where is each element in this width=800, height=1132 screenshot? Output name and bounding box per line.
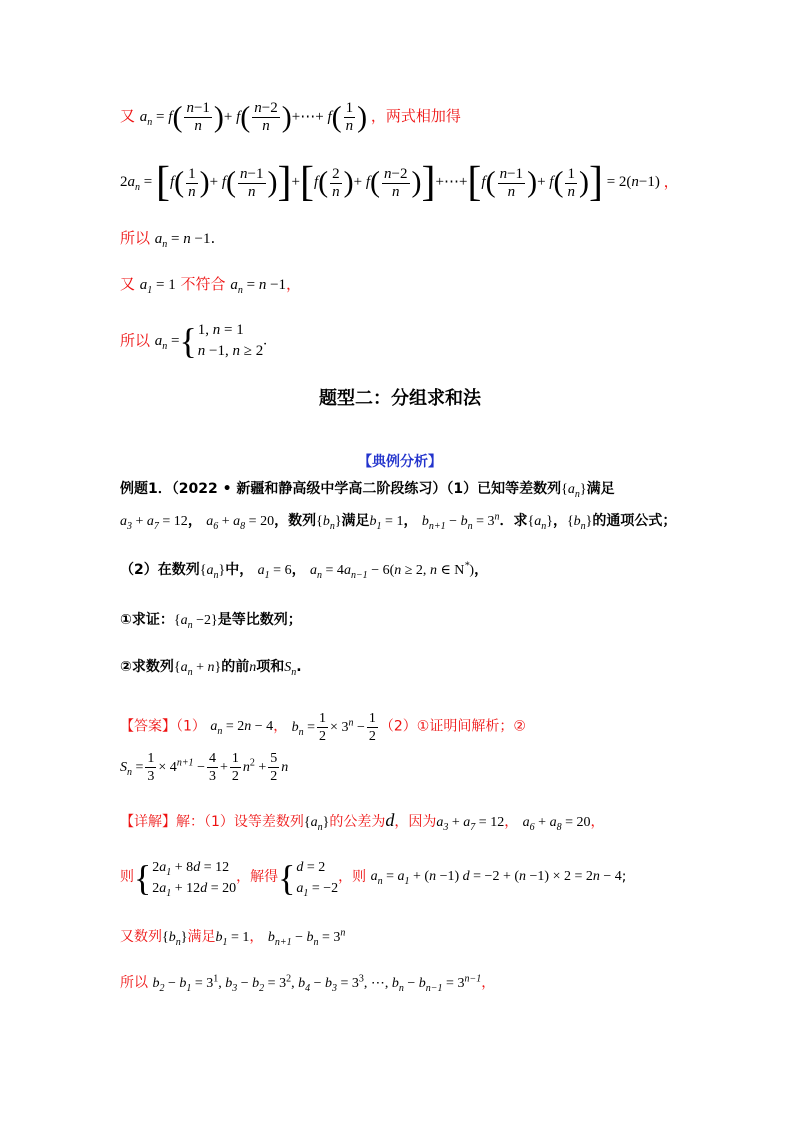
- formula-system-2: { d = 2 $a_1 = -2$: [278, 858, 339, 899]
- example-line-2: [120, 511, 676, 532]
- formula-a3-a7: $a_3 + a_7 = 12$: [120, 514, 188, 532]
- formula-bn-recur: $b_{n+1} - b_n = 3^n$: [267, 927, 346, 948]
- text-q2-tail: 项和: [256, 659, 285, 675]
- text-comma-11: ，: [249, 929, 264, 945]
- formula-a6-a8-b: $a_6 + a_8 = 20$: [522, 815, 591, 833]
- page-title: 题型二：分组求和法: [319, 388, 481, 409]
- formula-an-answer: $a_n = 2n - 4$: [210, 718, 274, 737]
- text-detail-label: 【详解】解：（1）设等差数列: [120, 814, 304, 830]
- text-you-seq: 又数列: [120, 929, 162, 945]
- text-suoyi-2: 所以: [120, 331, 151, 350]
- answer-line: [120, 710, 526, 745]
- text-part2-zhong: 中，: [225, 562, 254, 578]
- var-d: d: [385, 810, 395, 830]
- formula-bn-answer: $b_n$ = $\frac{1}{2}$ × $3^n$ − $\frac{1}{2}$: [291, 711, 376, 744]
- text-semicolon: ;: [621, 869, 627, 886]
- formula-b1-b: $b_1 = 1$: [215, 930, 250, 948]
- text-part2-head: （2）在数列: [120, 562, 200, 578]
- question-1: [120, 610, 302, 631]
- question-2: [120, 657, 302, 678]
- answer-sn-line: [120, 750, 288, 785]
- text-comma-12: ，: [481, 975, 496, 991]
- formula-2an: $2a_n = [f$( $\frac{1}{n}$ )+ f( $\frac{n-1}{n}$ )]+[f( $\frac{2}{n}$ )+ f( $\frac{n-2}{n}$ )]+⋯+[f( $\frac{n-1}{n}$ )+ f( $\frac{1}{n}$ )] = 2(n−1): [120, 160, 660, 206]
- seq-an-4: $\{a_n\}$: [303, 815, 330, 833]
- text-ze2: ，则: [338, 869, 367, 886]
- formula-differences: $b_2 - b_1 = 3^1$, $b_3 - b_2 = 3^2$, $b_4 - b_3 = 3^3$, ⋯, $b_n - b_{n-1} = 3^{n-1}$: [152, 973, 482, 994]
- text-ex-seq: ，数列: [274, 513, 317, 529]
- text-ex-satisfy-2: 满足: [341, 513, 370, 529]
- bn-line: [120, 927, 345, 948]
- text-q2-mid: 的前: [221, 659, 250, 675]
- text-ex-qiu: ．求: [499, 513, 528, 529]
- seq-an: $\{a_n\}$: [561, 482, 587, 500]
- seq-bn-2: $\{b_n\}$: [566, 514, 593, 532]
- differences-line: [120, 973, 495, 994]
- text-comma-3: ，: [187, 513, 202, 529]
- text-comma-2: ，: [286, 275, 302, 293]
- seq-bn: $\{b_n\}$: [316, 514, 342, 532]
- text-comma-9: ，: [504, 814, 519, 830]
- text-suoyi-1: 所以: [120, 229, 151, 247]
- text-bu-fuhe: 不符合: [180, 275, 226, 293]
- seq-an-plus-n: $\{a_n + n\}$: [173, 660, 222, 678]
- formula-an-n-1-b: $a_n = n -1$: [230, 277, 287, 296]
- formula-a1-1: $a_1 = 1$: [139, 277, 176, 296]
- part2-line: [120, 560, 488, 581]
- example-line-1: [120, 479, 615, 500]
- text-ze: 则: [120, 869, 134, 886]
- example-label: 例题1．（2022 • 新疆和静高级中学高二阶段练习）（1）已知等差数列: [120, 481, 562, 497]
- formula-an-cases: $a_n$ ={ 1, n = 1 n −1, n ≥ 2 .: [154, 321, 267, 361]
- text-satisfy: 满足: [187, 929, 216, 945]
- text-comma-1: ，: [663, 172, 679, 191]
- text-comma-8: ，: [273, 718, 288, 735]
- line-an-piecewise: [120, 320, 267, 362]
- text-ex-satisfy: 满足: [586, 481, 615, 497]
- text-detail-mid: 的公差为: [329, 814, 386, 830]
- detail-line: [120, 810, 604, 833]
- formula-an-recur: $a_n = 4a_{n-1} - 6(n \ge 2$, n ∈ N*): [310, 560, 475, 581]
- formula-a3-a7-b: $a_3 + a_7 = 12$: [436, 815, 505, 833]
- text-comma-7: ，: [474, 562, 489, 578]
- text-q2: ②求数列: [120, 659, 174, 675]
- formula-a1-6: $a_1 = 6$: [257, 563, 292, 581]
- text-comma-4: ，: [403, 513, 418, 529]
- text-answer-mid: （2）①证明间解析；②: [379, 718, 526, 735]
- formula-a6-a8: $a_6 + a_8 = 20$: [206, 514, 275, 532]
- formula-bn-diff: $b_{n+1} - b_n = 3^n$: [421, 511, 500, 532]
- text-q1-tail: 是等比数列；: [217, 612, 302, 628]
- seq-an-3: $\{a_n\}$: [199, 563, 226, 581]
- text-comma-10: ，: [590, 814, 605, 830]
- text-comma-5: ，: [552, 513, 567, 529]
- system-line: [120, 857, 627, 899]
- text-ex-tail: 的通项公式；: [592, 513, 677, 529]
- line-an-reverse-sum: [120, 100, 461, 135]
- formula-an-general: $a_n = a_1 + (n -1) d = -2 + (n -1) \times 2 = 2n - 4$: [370, 869, 622, 888]
- seq-an-minus-2: $\{a_n -2\}$: [173, 613, 218, 631]
- text-suoyi-3: 所以: [120, 975, 148, 991]
- seq-an-2: $\{a_n\}$: [527, 514, 553, 532]
- formula-b1: $b_1 = 1$: [369, 514, 404, 532]
- var-n: n: [249, 660, 257, 675]
- text-detail-because: ，因为: [394, 814, 437, 830]
- formula-an-n-1: $a_n = n -1$: [154, 231, 211, 250]
- section-heading: 【典例分析】: [358, 454, 442, 470]
- formula-sn-answer: $S_n$ = $\frac{1}{3}$ × $4^{n+1}$ − $\frac{4}{3}$ + $\frac{1}{2}$ $n^2$ + $\frac{5}{2}$ n: [120, 751, 289, 784]
- line-so-an: [120, 228, 215, 249]
- seq-bn-3: $\{b_n\}$: [162, 930, 188, 948]
- formula-system-1: { $2a_1 + 8d = 12$ $2a_1 + 12d = 20$: [134, 858, 237, 899]
- text-period-2: .: [296, 659, 302, 675]
- text-two-add: ，两式相加得: [370, 106, 461, 125]
- line-a1-check: [120, 274, 301, 295]
- text-q1: ①求证：: [120, 612, 174, 628]
- formula-an-reverse: $a_n = f$( $\frac{n-1}{n}$ )+ f( $\frac{n-2}{n}$ )+⋯+ f( $\frac{1}{n}$ ): [139, 100, 368, 134]
- text-jiede: ，解得: [236, 869, 279, 886]
- text-you: 又: [120, 106, 136, 125]
- text-comma-6: ，: [291, 562, 306, 578]
- line-2an-sum: [120, 162, 679, 204]
- var-sn: $S_n$: [284, 660, 297, 678]
- text-period-1: .: [210, 229, 216, 247]
- text-you-2: 又: [120, 275, 136, 293]
- text-answer-label: 【答案】（1）: [120, 718, 206, 735]
